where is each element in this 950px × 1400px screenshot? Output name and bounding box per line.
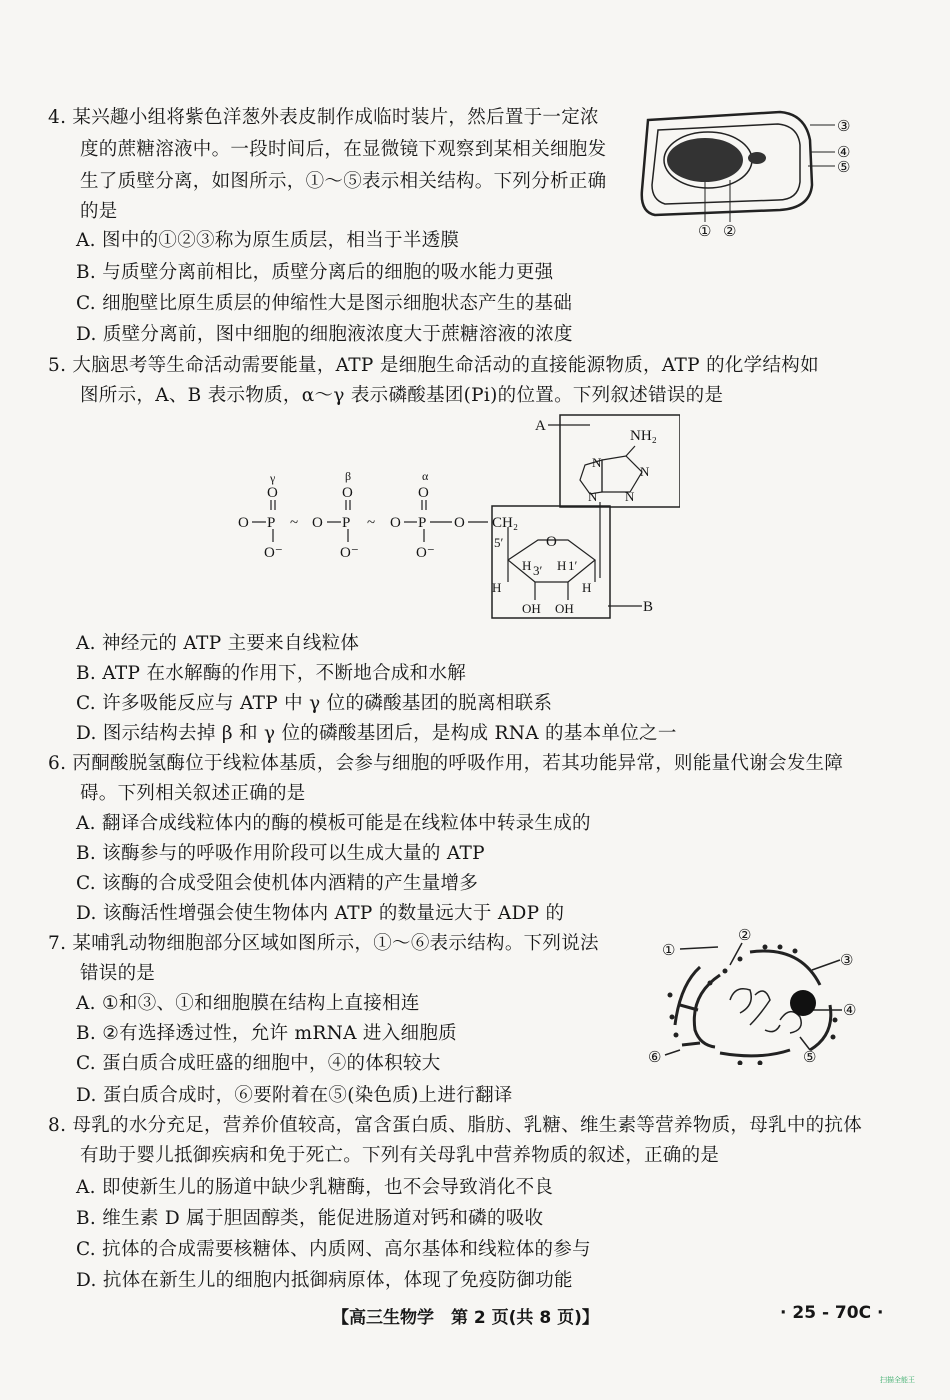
q4-option-b: B. 与质壁分离前相比，质壁分离后的细胞的吸水能力更强 (76, 262, 554, 283)
h-label: H (582, 580, 592, 595)
alpha-label: α (422, 469, 429, 483)
q5-option-a: A. 神经元的 ATP 主要来自线粒体 (76, 633, 360, 654)
c3-label: 3′ (533, 563, 543, 578)
n-label: N (625, 489, 635, 504)
p-gamma: P (267, 515, 276, 531)
o-label: O (342, 485, 353, 501)
q6-line-1: 6. 丙酮酸脱氢酶位于线粒体基质，会参与细胞的呼吸作用，若其功能异常，则能量代谢会发生障 (48, 753, 844, 774)
q6-option-a: A. 翻译合成线粒体内的酶的模板可能是在线粒体中转录生成的 (76, 813, 591, 834)
label-2: ② (723, 224, 737, 240)
q7-option-a: A. ①和③、①和细胞膜在结构上直接相连 (76, 993, 420, 1014)
o-label: O (390, 515, 401, 531)
q5-option-d: D. 图示结构去掉 β 和 γ 位的磷酸基团后，是构成 RNA 的基本单位之一 (76, 723, 677, 744)
q8-option-d: D. 抗体在新生儿的细胞内抵御病原体，体现了免疫防御功能 (76, 1270, 573, 1291)
p-alpha: P (418, 515, 427, 531)
q8-line-2: 有助于婴儿抵御疾病和免于死亡。下列有关母乳中营养物质的叙述，正确的是 (80, 1145, 720, 1166)
q7-option-d: D. 蛋白质合成时，⑥要附着在⑤(染色质)上进行翻译 (76, 1085, 513, 1106)
ring-o-label: O (546, 534, 557, 550)
c1-label: 1′ (568, 558, 578, 573)
high-energy-bond: ~ (290, 515, 299, 531)
o-label: O (312, 515, 323, 531)
label-b: B (643, 599, 654, 615)
h-label: H (557, 558, 567, 573)
p-beta: P (342, 515, 351, 531)
label-1: ① (698, 224, 712, 240)
o-label: O (418, 485, 429, 501)
q5-option-b: B. ATP 在水解酶的作用下，不断地合成和水解 (76, 663, 467, 684)
n-label: N (588, 489, 598, 504)
label-5: ⑤ (837, 160, 851, 176)
q8-option-a: A. 即使新生儿的肠道中缺少乳糖酶，也不会导致消化不良 (76, 1177, 554, 1198)
nucleus-figure (640, 925, 860, 1065)
o-minus-label: O⁻ (340, 545, 359, 561)
q4-line-2: 度的蔗糖溶液中。一段时间后，在显微镜下观察到某相关细胞发 (80, 139, 607, 160)
q4-line-4: 的是 (80, 201, 118, 222)
q4-line-1: 4. 某兴趣小组将紫色洋葱外表皮制作成临时装片，然后置于一定浓 (48, 107, 599, 128)
page-footer-title: 【高三生物学 第 2 页(共 8 页)】 (332, 1308, 599, 1328)
gamma-label: γ (270, 471, 276, 485)
h-label: H (492, 580, 502, 595)
atp-structure-figure (230, 410, 680, 622)
oh-label: OH (555, 601, 574, 616)
label-3: ③ (840, 953, 854, 969)
o-label: O (454, 515, 465, 531)
high-energy-bond: ~ (367, 515, 376, 531)
q6-option-b: B. 该酶参与的呼吸作用阶段可以生成大量的 ATP (76, 843, 485, 864)
q5-line-1: 5. 大脑思考等生命活动需要能量，ATP 是细胞生命活动的直接能源物质，ATP 的化学结构如 (48, 355, 819, 376)
plasmolysis-cell-figure (630, 100, 860, 240)
q4-option-c: C. 细胞壁比原生质层的伸缩性大是图示细胞状态产生的基础 (76, 293, 573, 314)
q4-line-3: 生了质壁分离，如图所示，①～⑤表示相关结构。下列分析正确 (80, 171, 607, 192)
q5-option-c: C. 许多吸能反应与 ATP 中 γ 位的磷酸基团的脱离相联系 (76, 693, 553, 714)
q7-line-1: 7. 某哺乳动物细胞部分区域如图所示，①～⑥表示结构。下列说法 (48, 933, 599, 954)
o-minus-label: O⁻ (416, 545, 435, 561)
h-label: H (522, 558, 532, 573)
page-code: · 25 - 70C · (780, 1303, 884, 1323)
q7-option-c: C. 蛋白质合成旺盛的细胞中，④的体积较大 (76, 1053, 441, 1074)
label-1: ① (662, 943, 676, 959)
q7-option-b: B. ②有选择透过性，允许 mRNA 进入细胞质 (76, 1023, 457, 1044)
q8-option-c: C. 抗体的合成需要核糖体、内质网、高尔基体和线粒体的参与 (76, 1239, 591, 1260)
o-label: O (267, 485, 278, 501)
label-6: ⑥ (648, 1050, 662, 1065)
label-4: ④ (837, 145, 851, 161)
q8-line-1: 8. 母乳的水分充足，营养价值较高，富含蛋白质、脂肪、乳糖、维生素等营养物质，母乳中的抗体 (48, 1115, 863, 1136)
c5-label: 5′ (494, 535, 504, 550)
q4-option-d: D. 质壁分离前，图中细胞的细胞液浓度大于蔗糖溶液的浓度 (76, 324, 573, 345)
label-5: ⑤ (803, 1050, 817, 1065)
nh2-label: NH₂ (630, 428, 657, 444)
label-a: A (535, 418, 546, 434)
label-2: ② (738, 928, 752, 944)
q4-option-a: A. 图中的①②③称为原生质层，相当于半透膜 (76, 230, 460, 251)
oh-label: OH (522, 601, 541, 616)
label-4: ④ (843, 1003, 857, 1019)
o-minus-label: O⁻ (264, 545, 283, 561)
q8-option-b: B. 维生素 D 属于胆固醇类，能促进肠道对钙和磷的吸收 (76, 1208, 544, 1229)
q6-option-c: C. 该酶的合成受阻会使机体内酒精的产生量增多 (76, 873, 479, 894)
q5-line-2: 图所示，A、B 表示物质，α～γ 表示磷酸基团(Pi)的位置。下列叙述错误的是 (80, 385, 724, 406)
n-label: N (640, 464, 650, 479)
scanner-watermark: 扫描全能王 (880, 1376, 915, 1384)
beta-label: β (345, 469, 352, 483)
q7-line-2: 错误的是 (80, 963, 156, 984)
q6-option-d: D. 该酶活性增强会使生物体内 ATP 的数量远大于 ADP 的 (76, 903, 565, 924)
q6-line-2: 碍。下列相关叙述正确的是 (80, 783, 306, 804)
label-3: ③ (837, 119, 851, 135)
ch2-label: CH₂ (492, 515, 519, 531)
n-label: N (592, 455, 602, 470)
o-label: O (238, 515, 249, 531)
